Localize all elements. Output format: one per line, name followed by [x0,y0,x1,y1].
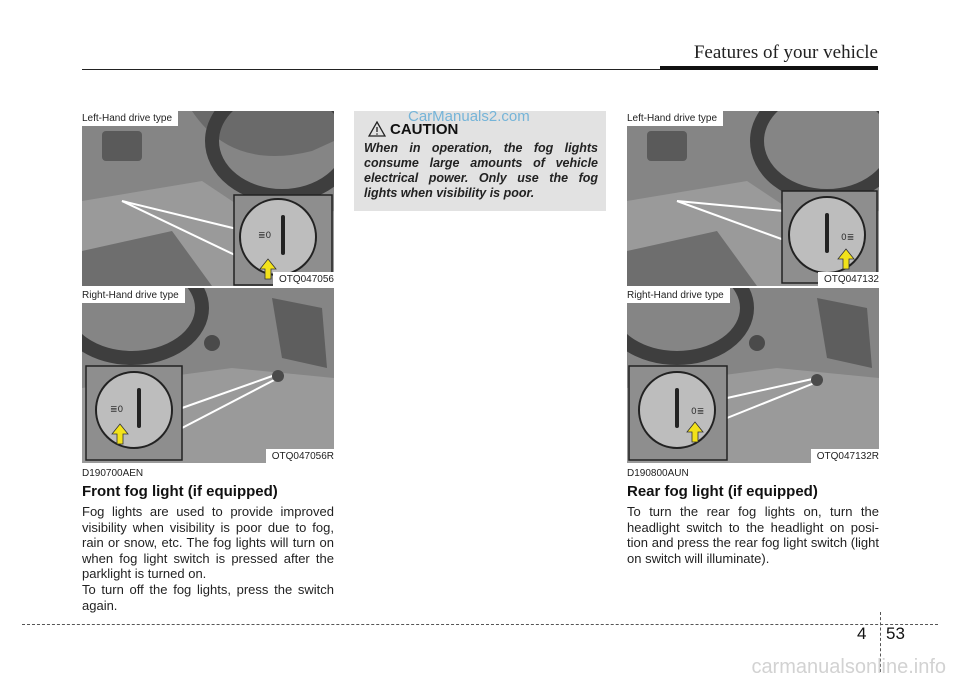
dashboard-illustration [627,111,879,286]
figure-code: OTQ047132R [811,449,879,463]
caution-title: CAUTION [390,121,459,138]
page-chapter-number: 4 [857,624,867,643]
figure-tag: Right-Hand drive type [627,288,730,303]
figure-tag: Right-Hand drive type [82,288,185,303]
figure-code: OTQ047056R [266,449,334,463]
dashboard-illustration [82,111,334,286]
figure-tag: Left-Hand drive type [627,111,723,126]
figure-tag: Left-Hand drive type [82,111,178,126]
caution-box [354,111,606,211]
section-code: D190700AEN [82,468,144,479]
figure-rear-fog-lhd [627,111,879,286]
body-paragraph: Fog lights are used to provide improved visibility when visibility is poor due to fog, rain or snow, etc. The fog lights will turn on when fog light switch is pressed after the parklight is turned on. [82,504,334,581]
header-title: Features of your vehicle [693,42,878,63]
section-title: Rear fog light (if equipped) [627,483,818,500]
dashboard-illustration [82,288,334,463]
dashboard-illustration [627,288,879,463]
svg-text:0≣: 0≣ [841,233,855,243]
body-paragraph: To turn the rear fog lights on, turn the headlight switch to the headlight on posi-tion and press the rear fog light switch (light on switch will illuminate). [627,504,879,566]
watermark-top: CarManuals2.com [408,108,530,125]
section-code: D190800AUN [627,468,689,479]
figure-code: OTQ047132 [818,272,879,286]
footer-dashed-rule [22,624,938,625]
watermark-bottom: carmanualsonline.info [751,656,946,678]
svg-text:0≣: 0≣ [691,407,705,417]
figure-rear-fog-rhd [627,288,879,463]
svg-text:≣0: ≣0 [110,405,124,415]
svg-text:≣0: ≣0 [258,231,272,241]
figure-front-fog-lhd [82,111,334,286]
figure-front-fog-rhd [82,288,334,463]
warning-triangle-icon [368,121,386,137]
header-rule-accent [660,66,878,70]
figure-code: OTQ047056 [273,272,334,286]
page-number: 53 [886,624,905,643]
caution-body: When in operation, the fog lights consume large amounts of vehicle electrical power. Only use the fog lights when visibility is poor. [364,141,598,200]
body-paragraph: To turn off the fog lights, press the switch again. [82,582,334,613]
section-title: Front fog light (if equipped) [82,483,278,500]
